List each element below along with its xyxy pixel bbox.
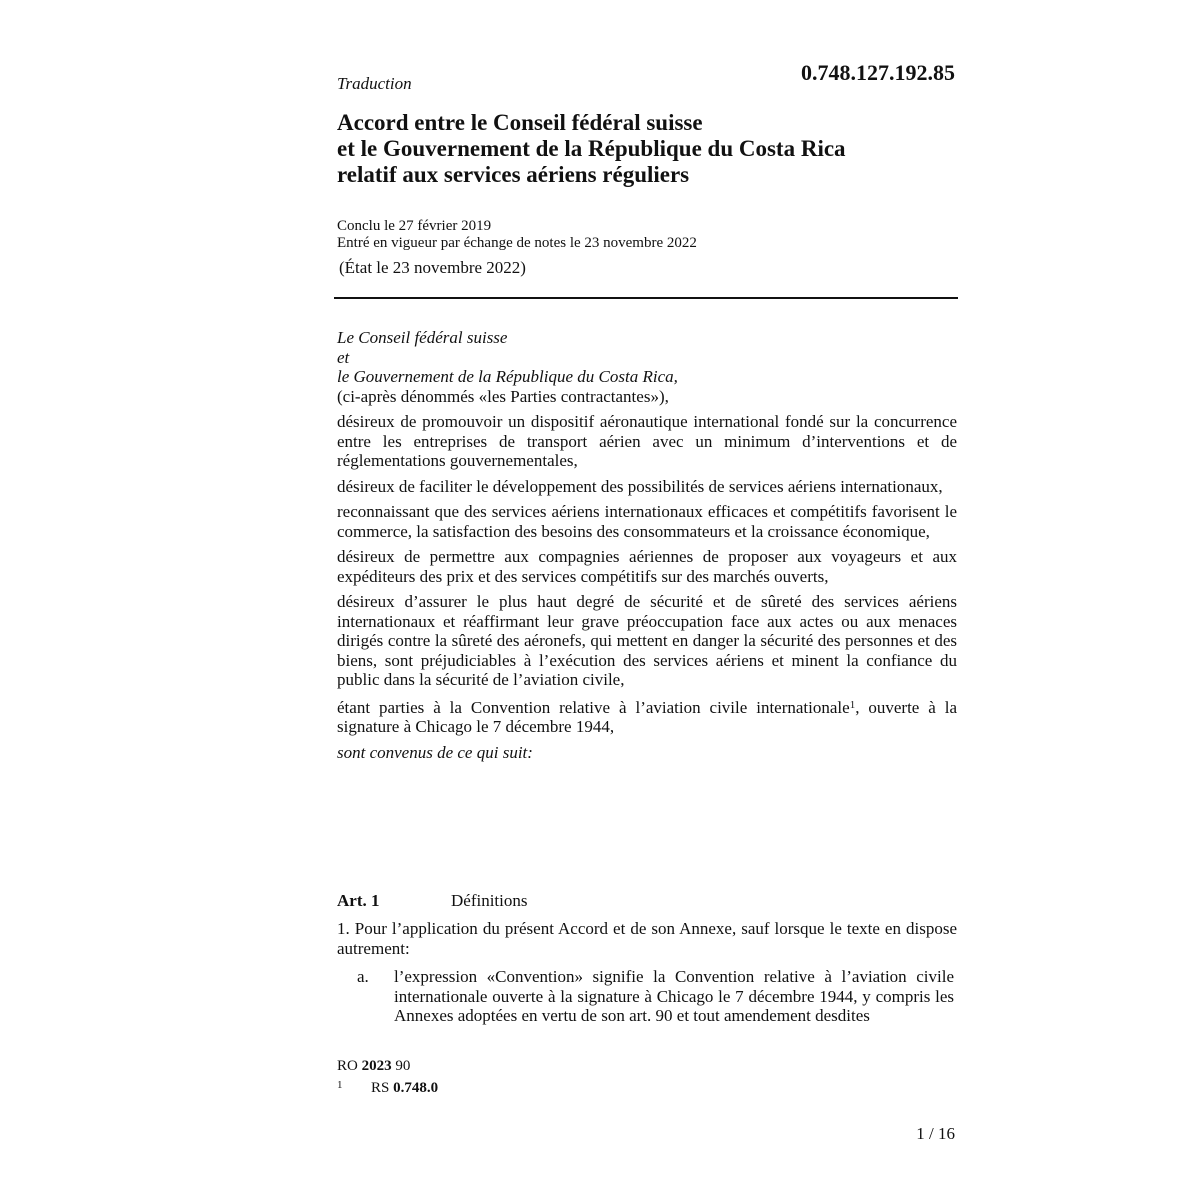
footnote-number: 1 xyxy=(337,1079,343,1091)
in-force-date: Entré en vigueur par échange de notes le 23 novembre 2022 xyxy=(337,235,697,251)
convention-text: étant parties à la Convention relative à l’aviation civile internationale xyxy=(337,697,850,717)
article-number: Art. 1 xyxy=(337,891,380,910)
article-title: Définitions xyxy=(451,891,528,910)
conjunction: et xyxy=(337,347,350,367)
header-divider xyxy=(334,297,958,299)
ro-year: 2023 xyxy=(361,1058,392,1074)
item-marker: a. xyxy=(357,967,369,986)
state-date: (État le 23 novembre 2022) xyxy=(339,258,526,277)
preamble xyxy=(337,328,957,762)
document-title xyxy=(337,110,957,188)
party-costa-rica: le Gouvernement de la République du Costa Rica, xyxy=(337,367,678,386)
translation-label: Traduction xyxy=(337,74,412,93)
page-number: 1 / 16 xyxy=(916,1124,955,1143)
recital-paragraph: désireux de faciliter le développement des possibilités de services aériens internationaux, xyxy=(337,476,943,496)
recital-paragraph: désireux de promouvoir un dispositif aéronautique international fondé sur la concurrence entre les entreprises de transport aérien avec un minimum d’interventions et de réglementations gouvernementales, xyxy=(337,412,957,470)
party-swiss: Le Conseil fédéral suisse xyxy=(337,328,508,347)
closing-formula: sont convenus de ce qui suit: xyxy=(337,742,533,762)
article-intro: 1. Pour l’application du présent Accord et de son Annexe, sauf lorsque le texte en dispose autrement: xyxy=(337,919,957,958)
footnote xyxy=(337,1079,438,1097)
title-line: relatif aux services aériens réguliers xyxy=(337,162,690,187)
classification-number: 0.748.127.192.85 xyxy=(801,60,955,85)
footnote-reference[interactable]: 1 xyxy=(849,698,856,711)
recital-paragraph: reconnaissant que des services aériens internationaux efficaces et compétitifs favorisent le commerce, la satisfaction des besoins des consommateurs et la croissance économique, xyxy=(337,502,957,541)
concluded-date: Conclu le 27 février 2019 xyxy=(337,218,492,234)
recital-paragraph: désireux de permettre aux compagnies aériennes de proposer aux voyageurs et aux expéditeurs des prix et des services compétitifs sur des marchés ouverts, xyxy=(337,547,957,586)
parties-designation: (ci-après dénommés «les Parties contractantes»), xyxy=(337,386,669,406)
official-compilation-reference xyxy=(337,1058,410,1075)
item-text: l’expression «Convention» signifie la Convention relative à l’aviation civile internationale ouverte à la signature à Chicago le 7 décembre 1944, y compris les Annexes adoptées en vertu de son art. 90 et tout amendement desdites xyxy=(394,967,954,1025)
article-heading xyxy=(337,891,957,911)
ro-prefix: RO xyxy=(337,1058,358,1074)
convention-text-continued: , ouverte à la signature à Chicago le 7 décembre 1944, xyxy=(337,697,957,736)
footnote-reference-number: 0.748.0 xyxy=(393,1080,439,1096)
recital-paragraph: désireux d’assurer le plus haut degré de sécurité et de sûreté des services aériens internationaux et réaffirmant leur grave préoccupation face aux actes ou aux menaces dirigés contre la sûreté des aéronefs, qui mettent en danger la sécurité des personnes et des biens, sont préjudiciables à l’exécution des services aériens et minent la confiance du public dans la sécurité de l’aviation civile, xyxy=(337,592,957,689)
title-line: et le Gouvernement de la République du Costa Rica xyxy=(337,136,846,161)
convention-recital xyxy=(337,696,957,737)
ro-page: 90 xyxy=(395,1058,411,1074)
document-dates xyxy=(337,218,957,252)
title-line: Accord entre le Conseil fédéral suisse xyxy=(337,110,703,135)
footnote-prefix: RS xyxy=(371,1080,390,1096)
